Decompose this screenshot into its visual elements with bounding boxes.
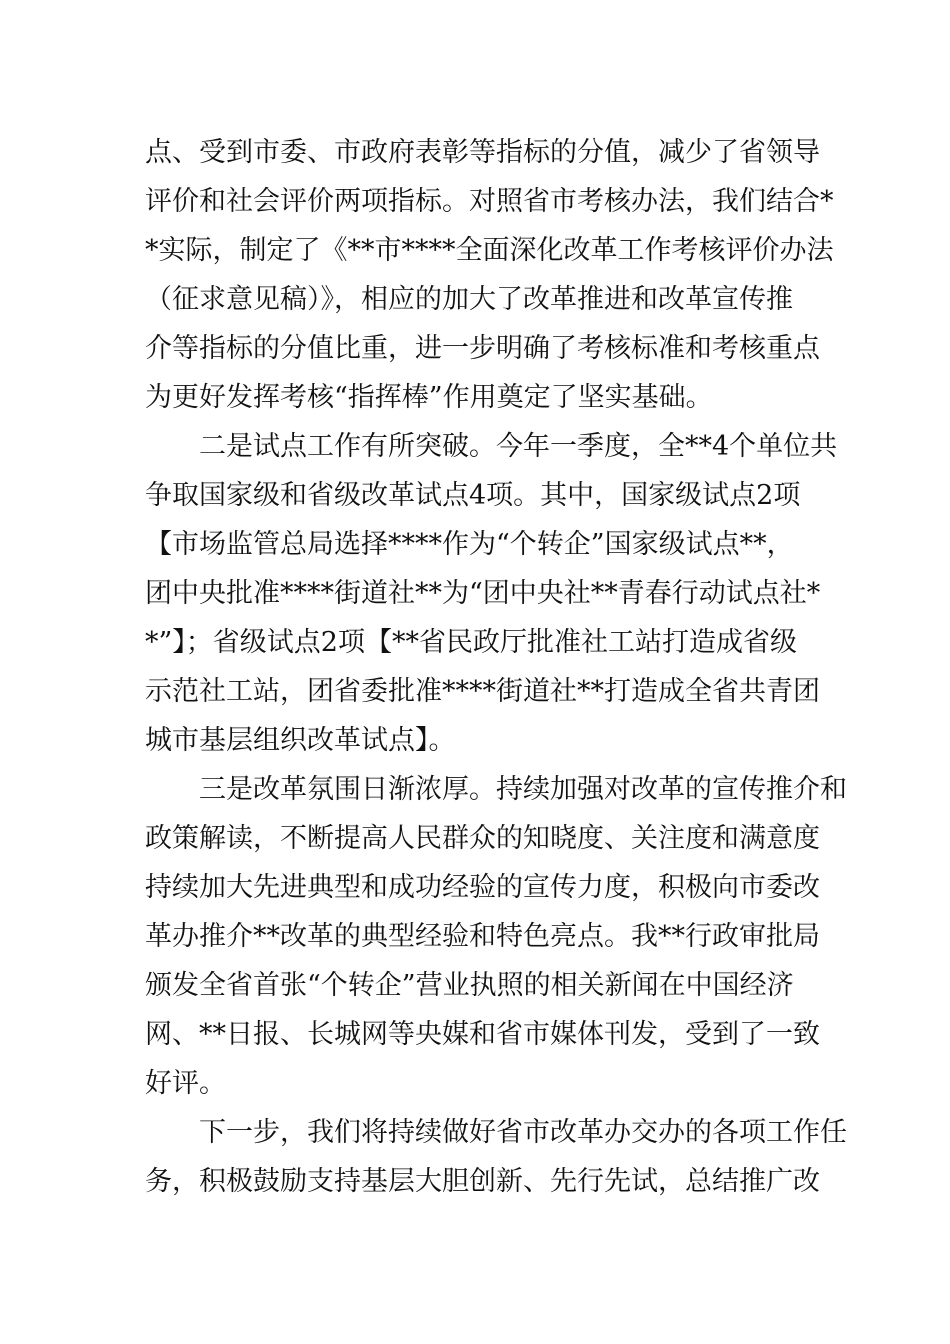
text-line: 点、受到市委、市政府表彰等指标的分值，减少了省领导 <box>145 137 820 168</box>
text-line: 颁发全省首张“个转企”营业执照的相关新闻在中国经济 <box>145 970 794 1001</box>
text-line: *”】；省级试点2项【**省民政厅批准社工站打造成省级 <box>145 627 797 658</box>
text-line: *实际，制定了《**市****全面深化改革工作考核评价办法 <box>145 235 834 266</box>
text-line: 团中央批准****街道社**为“团中央社**青春行动试点社* <box>145 578 821 609</box>
text-line: 示范社工站，团省委批准****街道社**打造成全省共青团 <box>145 676 820 707</box>
text-line: 介等指标的分值比重，进一步明确了考核标准和考核重点 <box>145 333 820 364</box>
paragraph-first-line: 三是改革氛围日渐浓厚。持续加强对改革的宣传推介和 <box>199 774 847 805</box>
document-body <box>145 128 847 1206</box>
text-line: 争取国家级和省级改革试点4项。其中，国家级试点2项 <box>145 480 801 511</box>
text-line: 政策解读，不断提高人民群众的知晓度、关注度和满意度 <box>145 823 820 854</box>
paragraph-first-line: 下一步，我们将持续做好省市改革办交办的各项工作任 <box>199 1117 847 1148</box>
text-line: （征求意见稿）》，相应的加大了改革推进和改革宣传推 <box>145 284 793 315</box>
text-line: 务，积极鼓励支持基层大胆创新、先行先试，总结推广改 <box>145 1166 820 1197</box>
text-line: 【市场监管总局选择****作为“个转企”国家级试点**， <box>145 529 794 560</box>
text-line: 评价和社会评价两项指标。对照省市考核办法，我们结合* <box>145 186 834 217</box>
text-line: 城市基层组织改革试点】。 <box>145 725 456 756</box>
text-line: 革办推介**改革的典型经验和特色亮点。我**行政审批局 <box>145 921 820 952</box>
paragraph-first-line: 二是试点工作有所突破。今年一季度，全**4个单位共 <box>199 431 838 462</box>
text-line: 为更好发挥考核“指挥棒”作用奠定了坚实基础。 <box>145 382 713 413</box>
text-line: 持续加大先进典型和成功经验的宣传力度，积极向市委改 <box>145 872 820 903</box>
text-line: 好评。 <box>145 1068 226 1099</box>
text-line: 网、**日报、长城网等央媒和省市媒体刊发，受到了一致 <box>145 1019 820 1050</box>
